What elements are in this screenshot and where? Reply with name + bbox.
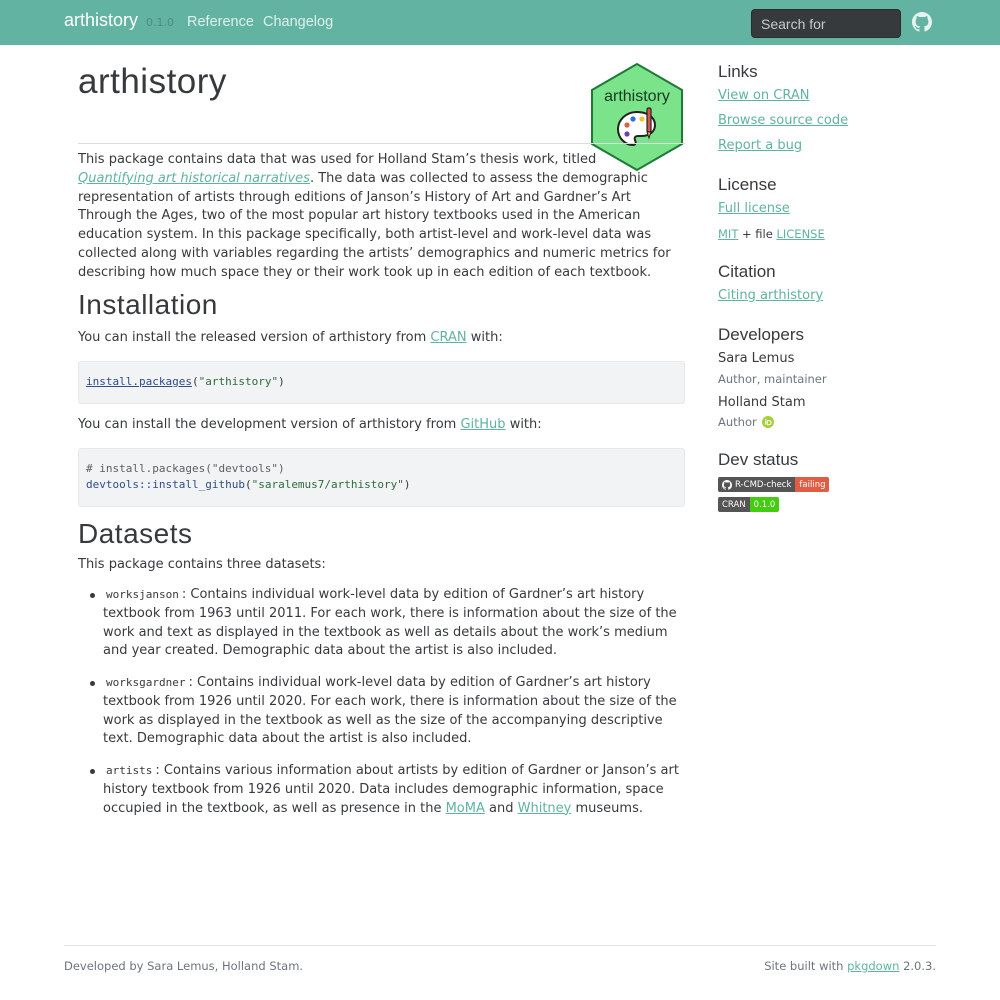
cran-pkg-string: "arthistory" bbox=[198, 375, 279, 388]
dataset-desc-worksgardner: : Contains individual work-level data by edition of Gardner’s art history textbook from 1926 until 2020. For each work, there is information about the size of the work as displayed in the textbook as well as the size of the accompanying descriptive text. Demographic data about the artist is also included. bbox=[103, 675, 677, 747]
brand-link[interactable]: arthistory bbox=[64, 10, 139, 30]
navbar bbox=[0, 0, 1000, 45]
page-title: arthistory bbox=[78, 62, 227, 101]
thesis-link[interactable]: Quantifying art historical narratives bbox=[78, 170, 310, 186]
logo-text: arthistory bbox=[604, 88, 670, 105]
version-label: 0.1.0 bbox=[146, 16, 174, 29]
code-block-cran: install.packages("arthistory") bbox=[78, 361, 685, 404]
footer-built-text: Site built with bbox=[764, 959, 844, 973]
license-file-link[interactable]: LICENSE bbox=[776, 227, 825, 241]
footer-version-text: 2.0.3. bbox=[903, 959, 936, 973]
code-block-github: # install.packages("devtools") devtools::install_github("saralemus7/arthistory") bbox=[78, 448, 685, 507]
developer-role-2-text: Author bbox=[718, 415, 757, 429]
rcmd-check-badge[interactable] bbox=[718, 477, 829, 492]
mit-link[interactable]: MIT bbox=[718, 227, 739, 241]
title-divider bbox=[78, 143, 685, 144]
dataset-desc-worksjanson: : Contains individual work-level data by edition of Gardner’s art history textbook from 1963 until 2011. For each work, there is information about the size of the work and text as displayed in the textbook as well as details about the work’s medium and year created. Demographic data about the artist is also included. bbox=[103, 587, 677, 659]
view-on-cran-link[interactable]: View on CRAN bbox=[718, 88, 810, 103]
report-bug-link[interactable]: Report a bug bbox=[718, 138, 803, 153]
citing-link[interactable]: Citing arthistory bbox=[718, 288, 824, 303]
orcid-icon[interactable] bbox=[762, 416, 774, 428]
intro-paragraph bbox=[78, 151, 685, 283]
dataset-code-artists: artists bbox=[106, 764, 153, 777]
nav-changelog[interactable]: Changelog bbox=[263, 14, 334, 30]
github-icon bbox=[722, 480, 732, 490]
rcmd-badge-value: failing bbox=[795, 477, 829, 492]
github-repo-string: "saralemus7/arthistory" bbox=[251, 478, 404, 491]
footer-built-with bbox=[764, 959, 936, 973]
datasets-intro: This package contains three datasets: bbox=[78, 557, 326, 572]
install-github-after: with: bbox=[509, 417, 542, 432]
links-heading: Links bbox=[718, 62, 758, 81]
nav-reference[interactable]: Reference bbox=[187, 14, 254, 30]
footer-developed-by: Developed by Sara Lemus, Holland Stam. bbox=[64, 959, 304, 973]
intro-text-1: This package contains data that was used for Holland Stam’s thesis work, titled bbox=[78, 152, 597, 167]
cran-link[interactable]: CRAN bbox=[430, 330, 467, 345]
rcmd-badge-label bbox=[718, 477, 795, 492]
dataset-code-worksjanson: worksjanson bbox=[106, 588, 179, 601]
install-cran-before: You can install the released version of arthistory from bbox=[78, 330, 427, 345]
cran-badge-label: CRAN bbox=[718, 497, 750, 512]
browse-source-link[interactable]: Browse source code bbox=[718, 113, 849, 128]
license-heading: License bbox=[718, 175, 777, 194]
installation-heading: Installation bbox=[78, 289, 218, 320]
install-github-fn: devtools::install_github bbox=[86, 478, 245, 491]
developer-role-1: Author, maintainer bbox=[718, 372, 827, 386]
github-icon[interactable] bbox=[912, 12, 932, 32]
list-item bbox=[103, 674, 685, 749]
developers-heading: Developers bbox=[718, 325, 804, 344]
dataset-desc-artists: : Contains various information about artists by edition of Gardner or Janson’s art history textbook from 1926 until 2020. Data includes demographic information, space occupied in the textbook, as well as presence in the bbox=[103, 763, 679, 816]
developer-role-2 bbox=[718, 415, 774, 429]
install-cran-text bbox=[78, 329, 503, 348]
dev-status-heading: Dev status bbox=[718, 450, 799, 469]
developer-name-1: Sara Lemus bbox=[718, 351, 795, 366]
github-link[interactable]: GitHub bbox=[460, 417, 506, 432]
code-comment: # install.packages("devtools") bbox=[86, 462, 285, 475]
rcmd-label-text: R-CMD-check bbox=[735, 479, 792, 490]
museums-text: museums. bbox=[575, 800, 643, 816]
and-text: and bbox=[489, 800, 514, 816]
list-item bbox=[103, 586, 685, 661]
datasets-heading: Datasets bbox=[78, 518, 193, 549]
install-github-text bbox=[78, 416, 542, 435]
footer-divider bbox=[64, 945, 936, 946]
install-packages-fn[interactable]: install.packages bbox=[86, 375, 192, 388]
full-license-link[interactable]: Full license bbox=[718, 201, 790, 216]
list-item bbox=[103, 762, 685, 818]
install-cran-after: with: bbox=[470, 330, 503, 345]
cran-badge[interactable] bbox=[718, 497, 779, 512]
developer-name-2: Holland Stam bbox=[718, 395, 806, 410]
pkgdown-link[interactable]: pkgdown bbox=[847, 959, 900, 973]
citation-heading: Citation bbox=[718, 262, 776, 281]
moma-link[interactable]: MoMA bbox=[445, 800, 485, 816]
cran-badge-value: 0.1.0 bbox=[750, 497, 780, 512]
license-line bbox=[718, 227, 825, 241]
whitney-link[interactable]: Whitney bbox=[517, 800, 572, 816]
license-plus-text: + file bbox=[742, 227, 773, 241]
dataset-code-worksgardner: worksgardner bbox=[106, 676, 186, 689]
search-input[interactable] bbox=[751, 9, 901, 38]
intro-text-2: . The data was collected to assess the demographic representation of artists through editions of Janson’s History of Art and Gardner’s Art Through the Ages, two of the most popular art history textbooks used in the American education system. In this package specifically, both artist-level and work-level data was collected along with variables regarding the artists’ demographics and numeric metrics for describing how much space they or their work took up in each edition of each textbook. bbox=[78, 170, 671, 280]
install-github-before: You can install the development version of arthistory from bbox=[78, 417, 457, 432]
